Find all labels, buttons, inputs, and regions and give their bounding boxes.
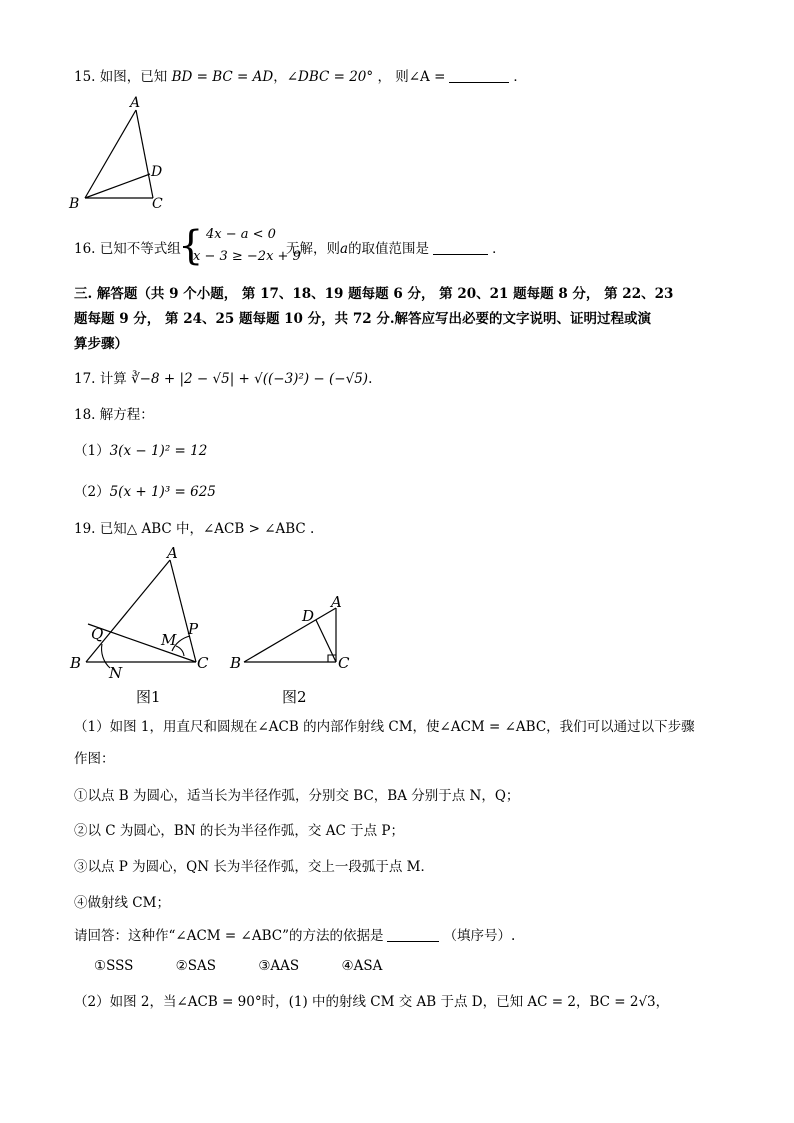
q15-label-a: A bbox=[130, 95, 141, 111]
q18-part1 bbox=[74, 442, 207, 460]
q15-line bbox=[74, 68, 527, 86]
q16-ineq1: 4x − a < 0 bbox=[206, 227, 276, 242]
q15-end: ． bbox=[513, 69, 527, 85]
q19-fig1-label-m: M bbox=[161, 631, 177, 649]
q19-fig2-label-c: C bbox=[338, 654, 350, 672]
q16-stem: 已知不等式组 bbox=[99, 241, 181, 257]
q16-answer-blank[interactable] bbox=[433, 241, 488, 255]
q19-option-2: ②SAS bbox=[175, 958, 217, 974]
q16-line bbox=[74, 240, 181, 258]
q15-label-c: C bbox=[152, 196, 163, 212]
q19-ask bbox=[74, 927, 515, 945]
q18-p1-expr: 3(x − 1)² = 12 bbox=[109, 443, 208, 459]
q19-fig1-label-a: A bbox=[167, 544, 178, 562]
q17-expr: ∛−8 + |2 − √5| + √((−3)²) − (−√5) bbox=[131, 371, 369, 387]
q19-option-1: ①SSS bbox=[94, 958, 134, 974]
q15-cond1: BD = BC = AD bbox=[171, 69, 274, 85]
q19-stem: 已知△ ABC 中，∠ACB > ∠ABC . bbox=[99, 521, 315, 537]
q19-fig1-label-b: B bbox=[70, 654, 82, 672]
q18-p1-label: （1） bbox=[74, 443, 110, 459]
q19-ask-pre: 请回答：这种作“∠ACM = ∠ABC”的方法的依据是 bbox=[74, 928, 384, 944]
q16-number: 16. bbox=[74, 241, 96, 257]
q18-p2-expr: 5(x + 1)³ = 625 bbox=[109, 484, 216, 500]
q19-fig1-label-q: Q bbox=[91, 625, 104, 643]
q16-brace: { bbox=[178, 223, 204, 269]
q19-options bbox=[94, 957, 420, 975]
q19-figure-2 bbox=[228, 588, 358, 709]
q15-stem: 如图，已知 bbox=[99, 69, 168, 85]
q19-option-4: ④ASA bbox=[341, 958, 383, 974]
q16-tail bbox=[286, 240, 506, 258]
q19-figure-1 bbox=[66, 544, 226, 709]
q15-number: 15. bbox=[74, 69, 96, 85]
q16-var: a bbox=[340, 241, 349, 257]
q19-fig1-caption: 图1 bbox=[136, 688, 161, 706]
q19-answer-blank[interactable] bbox=[387, 928, 439, 942]
section3-line3: 算步骤） bbox=[74, 336, 128, 352]
q19-number: 19. bbox=[74, 521, 96, 537]
q15-label-b: B bbox=[69, 196, 80, 212]
q19-ask-post: （填序号）. bbox=[443, 928, 516, 944]
q18-number: 18. bbox=[74, 407, 96, 423]
section3-line2: 题每题 9 分， 第 24、25 题每题 10 分，共 72 分.解答应写出必要的文字说明、证明过程或演 bbox=[74, 311, 652, 327]
q16-tail2: 的取值范围是 bbox=[348, 241, 430, 257]
q17-stem: 计算 bbox=[99, 371, 127, 387]
q19-step3: ③以点 P 为圆心，QN 长为半径作弧，交上一段弧于点 M． bbox=[74, 859, 434, 875]
q18-part2 bbox=[74, 483, 216, 501]
q16-ineq2: x − 3 ≥ −2x + 9 bbox=[193, 249, 301, 264]
q15-sep: ， bbox=[273, 69, 287, 85]
section3-line1: 三. 解答题（共 9 个小题， 第 17、18、19 题每题 6 分， 第 20、21 题每题 8 分， 第 22、23 bbox=[74, 286, 674, 302]
q19-step2: ②以 C 为圆心，BN 的长为半径作弧，交 AC 于点 P； bbox=[74, 823, 404, 839]
q19-step4: ④做射线 CM； bbox=[74, 895, 170, 911]
q19-step1: ①以点 B 为圆心，适当长为半径作弧，分别交 BC，BA 分别于点 N，Q； bbox=[74, 788, 520, 804]
q18-line bbox=[74, 406, 154, 424]
q19-fig1-label-n: N bbox=[109, 664, 123, 682]
q17-line bbox=[74, 370, 372, 388]
q15-cond2: ∠DBC = 20° bbox=[286, 69, 374, 85]
q19-p1-line2: 作图： bbox=[74, 751, 115, 767]
q15-figure bbox=[66, 92, 176, 212]
q15-answer-blank[interactable] bbox=[449, 69, 509, 83]
q16-end: ． bbox=[492, 241, 506, 257]
q19-fig1-label-c: C bbox=[197, 654, 209, 672]
q19-fig1-label-p: P bbox=[188, 620, 199, 638]
q19-fig2-label-d: D bbox=[302, 607, 315, 625]
q19-fig2-label-b: B bbox=[230, 654, 242, 672]
q17-number: 17. bbox=[74, 371, 96, 387]
q19-fig2-caption: 图2 bbox=[282, 688, 307, 706]
q19-fig2-label-a: A bbox=[331, 593, 342, 611]
q15-label-d: D bbox=[151, 164, 163, 180]
q15-ask: ， 则∠A = bbox=[377, 69, 446, 85]
q19-p1-line1: （1）如图 1，用直尺和圆规在∠ACB 的内部作射线 CM，使∠ACM = ∠ABC，我们可以通过以下步骤 bbox=[74, 719, 695, 735]
q18-stem: 解方程： bbox=[99, 407, 154, 423]
q18-p2-label: （2） bbox=[74, 484, 110, 500]
q17-end: . bbox=[368, 371, 373, 387]
q19-option-3: ③AAS bbox=[258, 958, 300, 974]
q19-p2: （2）如图 2，当∠ACB = 90°时，(1) 中的射线 CM 交 AB 于点 D，已知 AC = 2，BC = 2√3， bbox=[74, 994, 670, 1010]
q16-tail1: 无解，则 bbox=[286, 241, 340, 257]
q19-line bbox=[74, 520, 314, 538]
